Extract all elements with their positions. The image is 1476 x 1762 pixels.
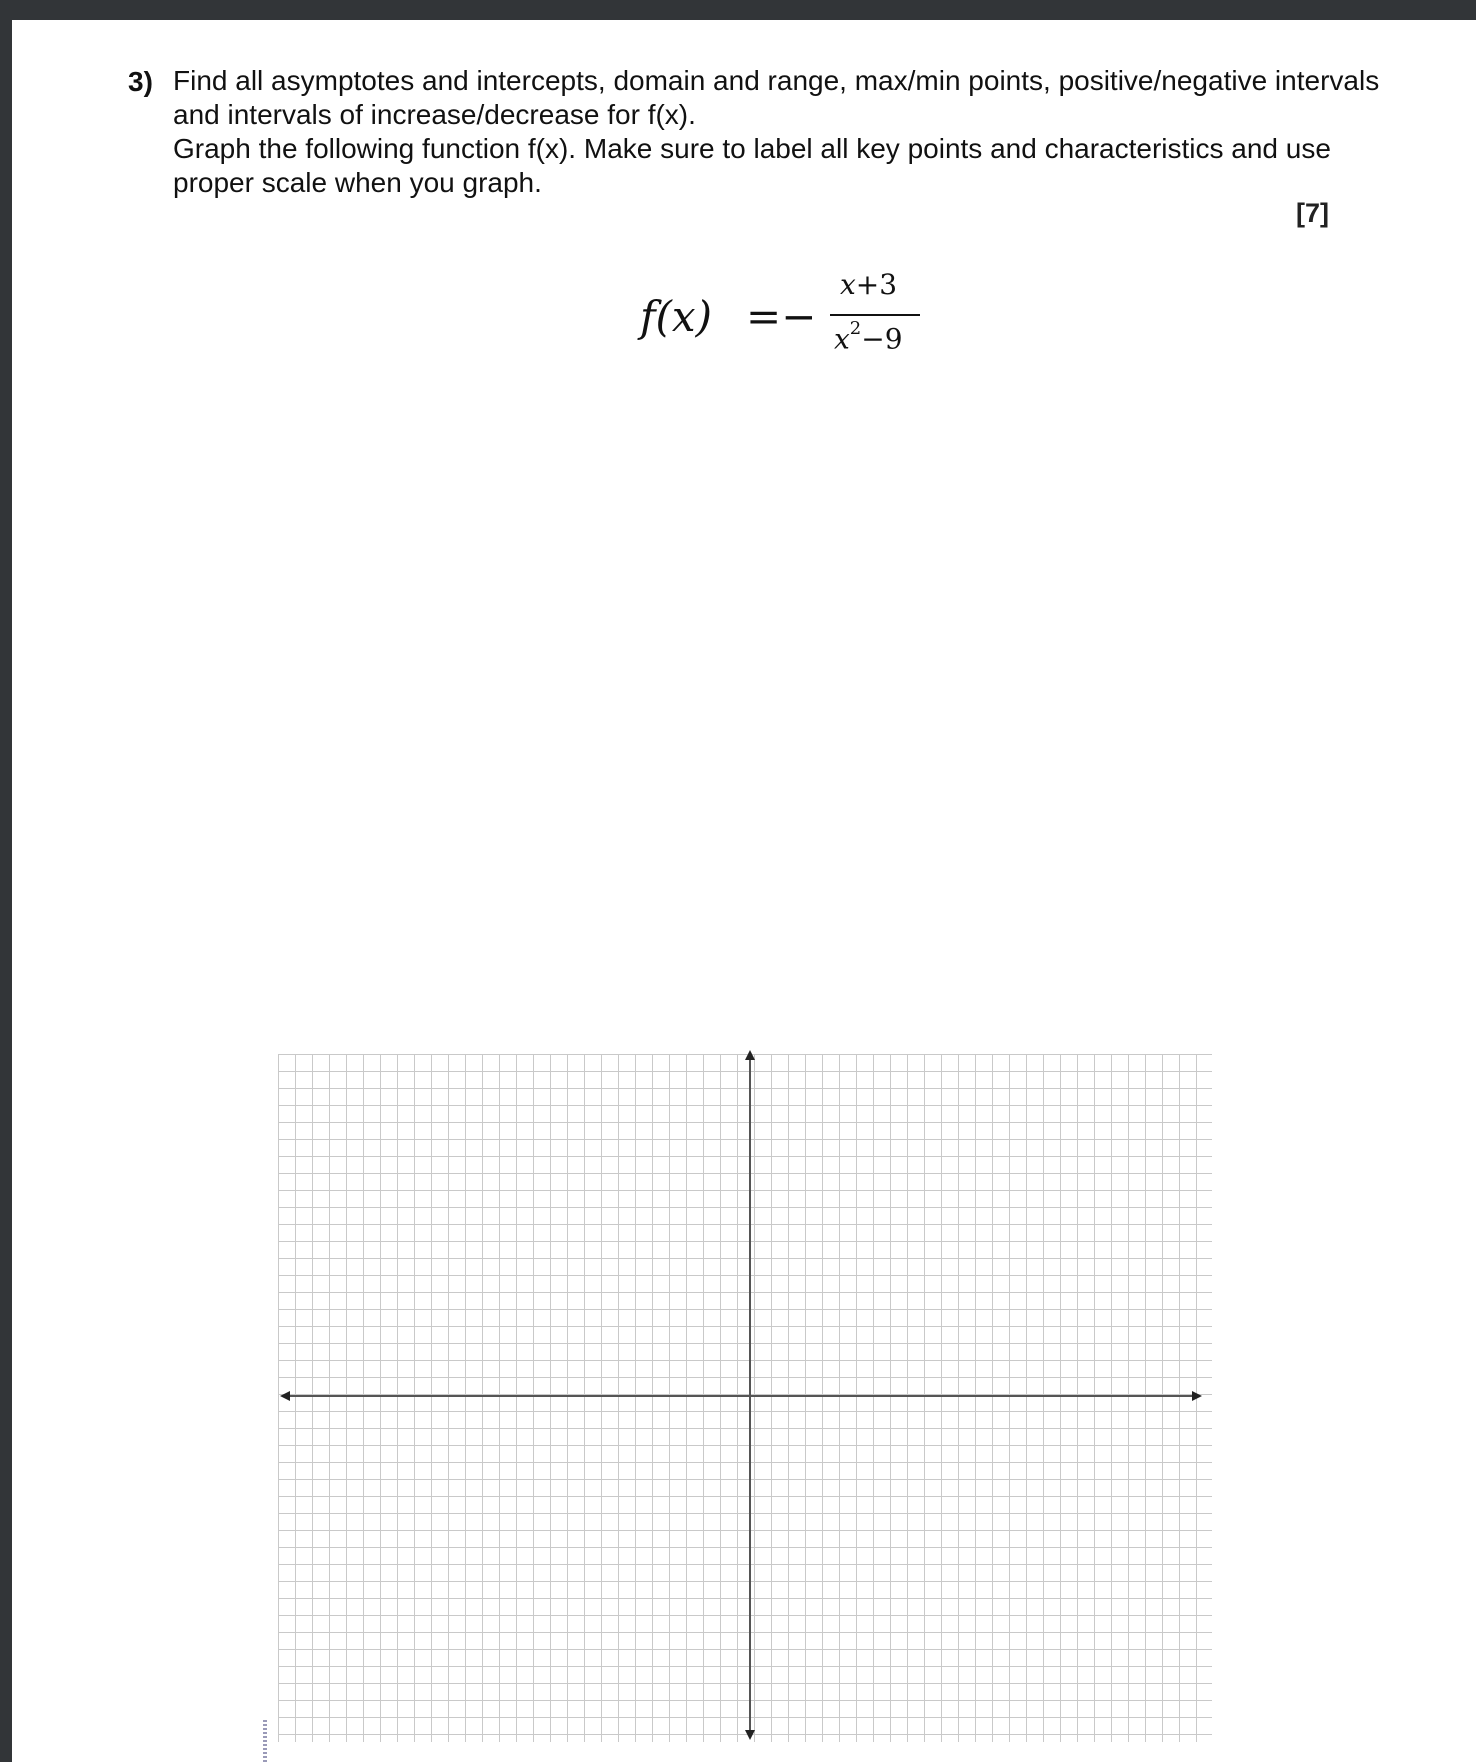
window-top-bar [0, 0, 1476, 20]
formula-denominator [834, 318, 903, 356]
question-line-1: Find all asymptotes and intercepts, domain and range, max/min points, positive/negative intervals [173, 65, 1380, 96]
question-line-3: Graph the following function f(x). Make sure to label all key points and characteristics and use [173, 133, 1331, 164]
x-axis-arrow-left-icon [280, 1391, 290, 1401]
formula-equals: =− [746, 292, 817, 341]
numerator-variable: x [840, 268, 856, 301]
window-left-edge [0, 0, 12, 1762]
formula-lhs: f(x) [640, 292, 713, 341]
denominator-exponent: 2 [849, 318, 862, 339]
fraction-bar [830, 314, 920, 316]
question-number: 3) [128, 66, 153, 97]
denominator-variable: x [834, 322, 850, 356]
coordinate-grid [278, 1046, 1212, 1742]
numerator-constant: +3 [855, 268, 898, 301]
margin-mark [263, 1720, 267, 1762]
function-formula [640, 268, 940, 378]
formula-numerator [840, 268, 897, 301]
denominator-constant: −9 [861, 322, 903, 356]
question-text [173, 64, 1379, 200]
graph-paper [278, 1046, 1212, 1742]
marks-label: [7] [1296, 198, 1329, 228]
question-line-2: and intervals of increase/decrease for f(x). [173, 99, 696, 130]
question-line-4: proper scale when you graph. [173, 167, 542, 198]
